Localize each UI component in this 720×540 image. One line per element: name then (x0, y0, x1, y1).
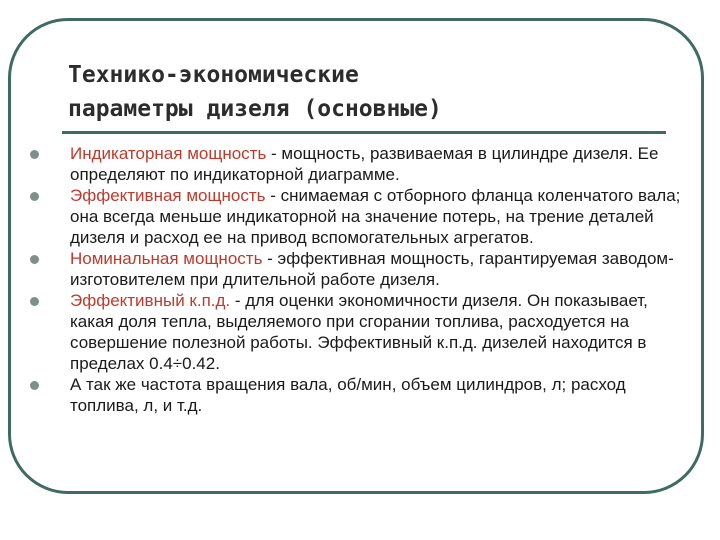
bullet-text: - для оценки экономичности дизеля. Он показывает, какая доля тепла, выделяемого при сгорании топлива, расходуется на совершение полезной работы. Эффективный к.п.д. дизелей находится в пределах 0.4÷0.42. (70, 291, 648, 373)
slide-title (68, 58, 668, 126)
title-line-2: параметры дизеля (основные) (68, 96, 442, 122)
bullet-dot-icon (30, 381, 39, 390)
bullet-item (30, 185, 690, 248)
bullet-text: - эффективная мощность, гарантируемая заводом-изготовителем при длительной работе дизеля. (70, 249, 674, 289)
bullet-term: Эффективный к.п.д. (70, 291, 231, 310)
bullet-list (30, 143, 690, 416)
bullet-term: Индикаторная мощность (70, 144, 267, 163)
bullet-dot-icon (30, 255, 39, 264)
bullet-text: - снимаемая с отборного фланца коленчатого вала; она всегда меньше индикаторной на значение потерь, на трение деталей дизеля и расход ее на привод вспомогательных агрегатов. (70, 186, 681, 247)
bullet-dot-icon (30, 150, 39, 159)
bullet-term: Номинальная мощность (70, 249, 263, 268)
title-line-1: Технико-экономические (68, 62, 359, 88)
bullet-dot-icon (30, 297, 39, 306)
bullet-item (30, 143, 690, 185)
bullet-item (30, 290, 690, 374)
bullet-item (30, 248, 690, 290)
bullet-text: А так же частота вращения вала, об/мин, объем цилиндров, л; расход топлива, л, и т.д. (70, 375, 626, 415)
bullet-text: - мощность, развиваемая в цилиндре дизеля. Ее определяют по индикаторной диаграмме. (70, 144, 659, 184)
bullet-item (30, 374, 690, 416)
bullet-dot-icon (30, 192, 39, 201)
bullet-term: Эффективная мощность (70, 186, 266, 205)
title-underline (62, 131, 666, 134)
